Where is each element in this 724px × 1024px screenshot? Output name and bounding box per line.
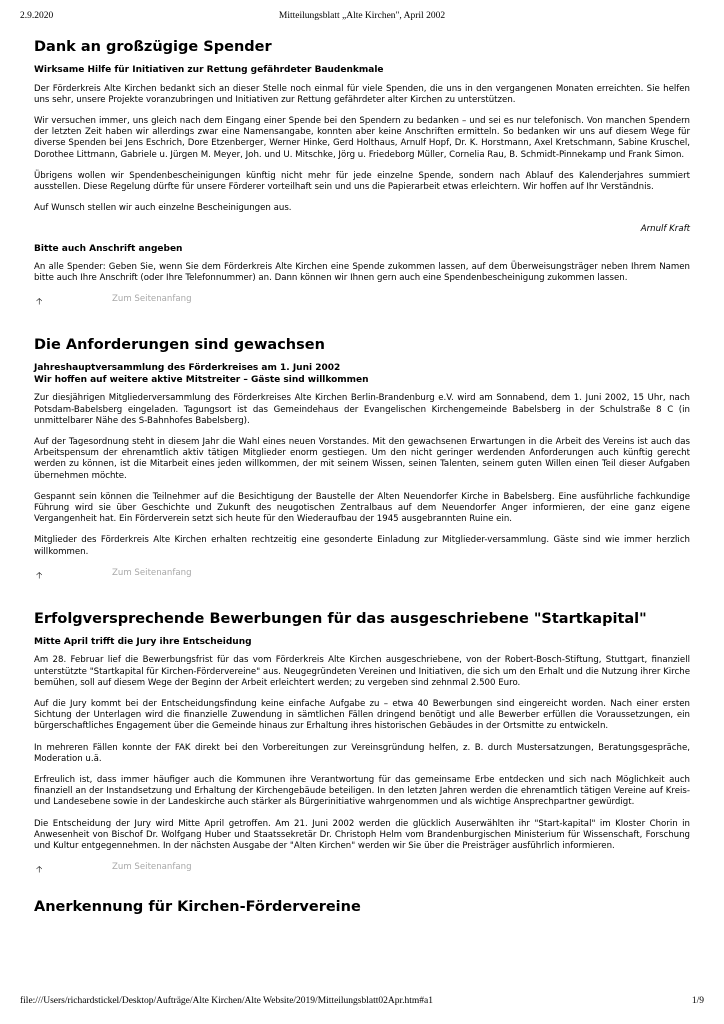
print-header bbox=[20, 11, 704, 25]
paragraph: Mitglieder des Förderkreis Alte Kirchen erhalten rechtzeitig eine gesonderte Einladung zur Mitglieder-versammlung. Gäste sind wie immer herzlich willkommen. bbox=[34, 535, 690, 557]
file-path: file:///Users/richardstickel/Desktop/Aufträge/Alte Kirchen/Alte Website/2019/Mitteilungsblatt02Apr.htm#a1 bbox=[20, 996, 434, 1006]
paragraph: Am 28. Februar lief die Bewerbungsfrist für das vom Förderkreis Alte Kirchen ausgeschriebene, von der Robert-Bosch-Stiftung, Stuttgart, finanziell unterstützte "Startkapital für Kirchen-Fördervereine" aus. Neugegründeten Vereinen und Initiativen, die sich um den Erhalt und die Nutzung ihrer Kirche bemühen, soll auf diesem Wege der Beginn der Arbeit erleichtert werden; zu vergeben sind zehnmal 2.500 Euro. bbox=[34, 655, 690, 688]
subtitle-line: Jahreshauptversammlung des Förderkreises am 1. Juni 2002 bbox=[34, 363, 341, 374]
section-startkapital bbox=[34, 610, 690, 876]
section-recognition bbox=[34, 898, 690, 916]
paragraph: Erfreulich ist, dass immer häufiger auch die Kommunen ihre Verantwortung für das gemeinsame Erbe entdecken und sich nach Möglichkeit auch finanziell an der Instandsetzung und Erhaltung der Kirchengebäude beteiligen. In den letzten Jahren werden die ehrenamtlich tätigen Vereine auf Kreis- und Landesebene sowie in der Landeskirche auch stärker als Bürgerinitiative wahrgenommen und als wichtige Ansprechpartner gewürdigt. bbox=[34, 775, 690, 808]
section-title: Dank an großzügige Spender bbox=[34, 39, 272, 55]
author-signature: Arnulf Kraft bbox=[640, 224, 690, 235]
paragraph: Auf der Tagesordnung steht in diesem Jahr die Wahl eines neuen Vorstandes. Mit den gewachsenen Erwartungen in die Arbeit des Vereins ist auch das Arbeitspensum der ehrenamtlich aktiv tätigen Mitglieder enorm gestiegen. Um den nicht geringer werdenden Anforderungen auch künftig gerecht werden zu können, ist die Mitarbeit eines jeden willkommen, der mit seinem Wissen, seinen Talenten, seinem guten Willen einen Teil dieser Aufgaben übernehmen möchte. bbox=[34, 437, 690, 481]
back-to-top-label[interactable]: Zum Seitenanfang bbox=[112, 294, 192, 305]
up-arrow-icon[interactable]: 🡡 bbox=[36, 865, 43, 876]
paragraph: Auf Wunsch stellen wir auch einzelne Bescheinigungen aus. bbox=[34, 203, 292, 214]
section-subhead: Bitte auch Anschrift angeben bbox=[34, 243, 183, 254]
section-subtitle: Wirksame Hilfe für Initiativen zur Rettung gefährdeter Baudenkmale bbox=[34, 65, 384, 75]
paragraph: Wir versuchen immer, uns gleich nach dem Eingang einer Spende bei den Spendern zu bedanken – und sei es nur telefonisch. Von manchen Spendern der letzten Zeit haben wir allerdings zwar eine Namensangabe, konnten aber keine Anschriften ermitteln. So bedanken wir uns auf diesem Wege für diverse Spenden bei Jens Eschrich, Dore Etzenberger, Werner Hinke, Gerd Holthaus, Arnulf Hopf, Dr. K. Horstmann, Axel Kretschmann, Sabine Kruschel, Dorothee Littmann, Gabriele u. Jürgen M. Meyer, Joh. und U. Mitschke, Jörg u. Friedeborg Müller, Cornelia Rau, B. Schmidt-Pinnekamp und Frank Simon. bbox=[34, 115, 690, 160]
print-date: 2.9.2020 bbox=[20, 11, 54, 21]
section-title: Erfolgversprechende Bewerbungen für das ausgeschriebene "Startkapital" bbox=[34, 610, 647, 627]
paragraph: Übrigens wollen wir Spendenbescheinigungen künftig nicht mehr für jede einzelne Spende, sondern nach Ablauf des Kalenderjahres summiert ausstellen. Diese Regelung dürfte für unsere Förderer vorteilhaft sein und uns die Papierarbeit etwas erleichtern. Wir hoffen auf Ihr Verständnis. bbox=[34, 170, 690, 192]
page-number: 1/9 bbox=[691, 996, 704, 1006]
back-to-top-link[interactable] bbox=[34, 568, 690, 582]
section-title: Anerkennung für Kirchen-Fördervereine bbox=[34, 899, 361, 916]
section-requirements bbox=[34, 336, 690, 581]
back-to-top-label[interactable]: Zum Seitenanfang bbox=[112, 862, 192, 873]
paragraph: An alle Spender: Geben Sie, wenn Sie dem Förderkreis Alte Kirchen eine Spende zukommen lassen, auf dem Überweisungsträger neben Ihrem Namen bitte auch Ihre Anschrift (oder Ihre Telefonnummer) an. Dann können wir Ihnen gern auch eine Spendenbescheinigung zukommen lassen. bbox=[34, 262, 690, 284]
paragraph: Der Förderkreis Alte Kirchen bedankt sich an dieser Stelle noch einmal für viele Spenden, die uns in den vergangenen Monaten erreichten. Sie helfen uns sehr, unsere Projekte voranzubringen und Initiativen zur Rettung gefährdeter alter Kirchen zu unterstützen. bbox=[34, 83, 690, 105]
paragraph: Auf die Jury kommt bei der Entscheidungsfindung keine einfache Aufgabe zu – etwa 40 Bewerbungen sind eingereicht worden. Nach einer ersten Sichtung der Unterlagen wird die finanzielle Zuwendung in sämtlichen Fällen dringend benötigt und alle Bewerber erfüllen die Voraussetzungen, ein bürgerschaftliches Engagement über die Gemeinde hinaus zur Erhaltung ihres historischen Gebäudes in der Ortsmitte zu entwickeln. bbox=[34, 698, 690, 732]
up-arrow-icon[interactable]: 🡡 bbox=[36, 570, 43, 581]
print-footer bbox=[20, 996, 704, 1010]
subtitle-line: Wir hoffen auf weitere aktive Mitstreiter – Gäste sind willkommen bbox=[34, 374, 369, 385]
section-title: Die Anforderungen sind gewachsen bbox=[34, 337, 325, 354]
section-subtitle: Mitte April trifft die Jury ihre Entscheidung bbox=[34, 636, 252, 647]
section-subtitle bbox=[34, 363, 690, 386]
print-document-title: Mitteilungsblatt „Alte Kirchen", April 2002 bbox=[278, 11, 446, 21]
paragraph: Gespannt sein können die Teilnehmer auf die Besichtigung der Baustelle der Alten Neuendorfer Kirche in Babelsberg. Eine ausführliche fachkundige Führung wird sie über Geschichte und Zukunft des neugotischen Zentralbaus auf dem Neuendorfer Anger informieren, der eine ganz eigene Vergangenheit hat. Ein Förderverein setzt sich heute für den Wiederaufbau der 1945 ausgebrannten Ruine ein. bbox=[34, 491, 690, 525]
back-to-top-link[interactable] bbox=[34, 294, 690, 308]
section-donors bbox=[34, 38, 690, 308]
paragraph: Zur diesjährigen Mitgliederversammlung des Förderkreises Alte Kirchen Berlin-Brandenburg e.V. wird am Sonnabend, dem 1. Juni 2002, 15 Uhr, nach Potsdam-Babelsberg eingeladen. Tagungsort ist das Gemeindehaus der Evangelischen Kirchengemeinde Babelsberg in der Schulstraße 8 C (in unmittelbarer Nähe des S-Bahnhofes Babelsberg). bbox=[34, 393, 690, 426]
back-to-top-label[interactable]: Zum Seitenanfang bbox=[112, 567, 192, 578]
back-to-top-link[interactable] bbox=[34, 862, 690, 876]
paragraph: Die Entscheidung der Jury wird Mitte April getroffen. Am 21. Juni 2002 werden die glücklich Auserwählten ihr "Start-kapital" im Kloster Chorin in Anwesenheit von Bischof Dr. Wolfgang Huber und Staatssekretär Dr. Christoph Helm vom Brandenburgischen Ministerium für Wissenschaft, Forschung und Kultur entgegennehmen. In der nächsten Ausgabe der "Alten Kirchen" werden wir Sie über die Preisträger ausführlich informieren. bbox=[34, 818, 690, 852]
paragraph: In mehreren Fällen konnte der FAK direkt bei den Vorbereitungen zur Vereinsgründung helfen, z. B. durch Mustersatzungen, Beratungsgespräche, Moderation u.ä. bbox=[34, 742, 690, 764]
page-content bbox=[34, 38, 690, 925]
up-arrow-icon[interactable]: 🡡 bbox=[36, 297, 43, 308]
